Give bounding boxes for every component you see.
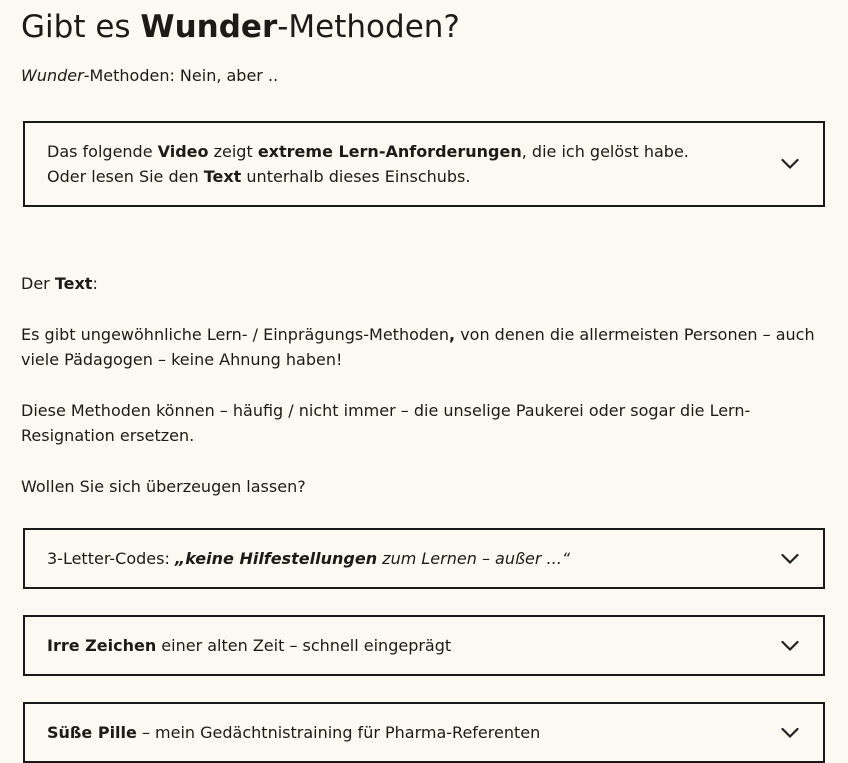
accordion-pille-label: Süße Pille – mein Gedächtnistraining für Pharma-Referenten [47, 723, 541, 742]
paragraph-paukerei: Diese Methoden können – häufig / nicht immer – die unselige Paukerei oder sogar die Lern-Resignation ersetzen. [21, 401, 751, 445]
text-section-label: Der Text: [21, 274, 98, 293]
accordion-three-letter-codes[interactable] [23, 528, 825, 589]
accordion-group [21, 528, 827, 763]
accordion-zeichen-label: Irre Zeichen einer alten Zeit – schnell eingeprägt [47, 636, 452, 655]
accordion-codes-label: 3-Letter-Codes: „keine Hilfestellungen zum Lernen – außer ...“ [47, 549, 571, 568]
accordion-video-teaser[interactable] [23, 121, 825, 207]
accordion-irre-zeichen[interactable] [23, 615, 825, 676]
accordion-video-label: Das folgende Video zeigt extreme Lern-Anforderungen, die ich gelöst habe. Oder lesen Sie den Text unterhalb dieses Einschubs. [47, 142, 689, 186]
accordion-suesse-pille[interactable] [23, 702, 825, 763]
paragraph-methods: Es gibt ungewöhnliche Lern- / Einprägungs-Methoden, von denen die allermeisten Personen – auch viele Pädagogen – keine Ahnung haben! [21, 325, 815, 369]
page-title: Gibt es Wunder-Methoden? [21, 9, 460, 45]
chevron-down-icon[interactable] [781, 553, 799, 565]
paragraph-question: Wollen Sie sich überzeugen lassen? [21, 477, 306, 496]
subtitle: Wunder-Methoden: Nein, aber .. [21, 66, 279, 85]
chevron-down-icon[interactable] [781, 158, 799, 170]
article-page [0, 8, 848, 763]
chevron-down-icon[interactable] [781, 640, 799, 652]
chevron-down-icon[interactable] [781, 727, 799, 739]
